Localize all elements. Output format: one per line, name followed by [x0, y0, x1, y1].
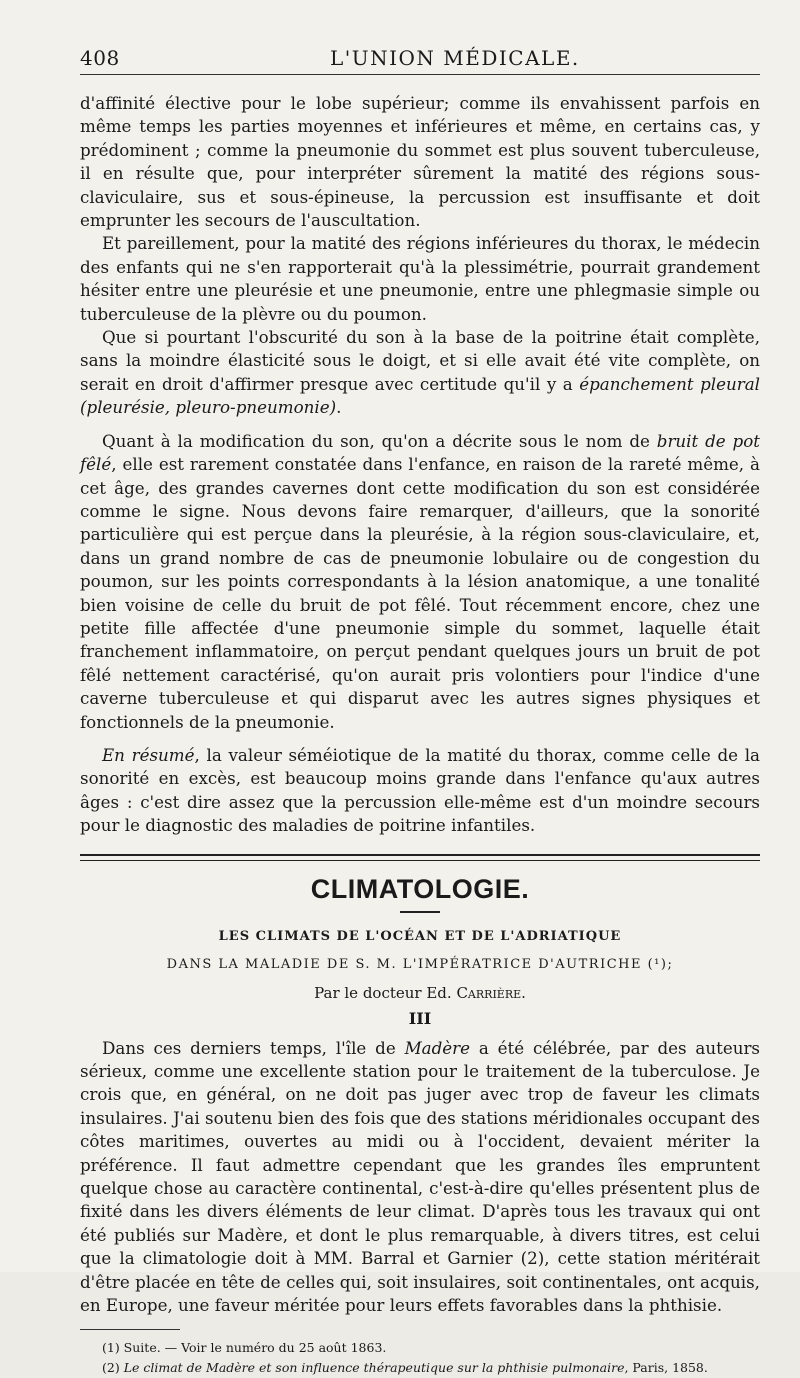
paragraph-5-italic: En résumé: [102, 744, 195, 765]
page-number: 408: [80, 46, 120, 70]
section-divider: [80, 854, 760, 861]
paragraph-1: d'affinité élective pour le lobe supérieur; comme ils envahissent parfois en même temps les parties moyennes et inférieures et même, en certains cas, y prédominent ; comme la pneumonie du sommet est plus souvent tuberculeuse, il en résulte que, pour interpréter sûrement la matité des régions sous-claviculaire, sus et sous-épineuse, la percussion est insuffisante et doit emprunter les secours de l'auscultation.: [80, 93, 760, 231]
paragraph-3-text: Que si pourtant l'obscurité du son à la base de la poitrine était complète, sans la moindre élasticité sous le doigt, et si elle avait été vite complète, on serait en droit d'affirmer presque avec certitude qu'il y a: [80, 327, 760, 394]
footnote-2-suffix: , Paris, 1858.: [624, 1360, 708, 1376]
author-name: Carrière: [456, 983, 522, 1002]
footnote-rule: [80, 1329, 180, 1330]
paragraph-4-italic: bruit de pot fêlé: [80, 430, 760, 475]
article-title: LES CLIMATS DE L'OCÉAN ET DE L'ADRIATIQUE: [218, 928, 622, 944]
page-header: [80, 44, 760, 75]
article-subtitle: DANS LA MALADIE DE S. M. L'IMPÉRATRICE D'AUTRICHE (¹);: [166, 956, 674, 972]
author-prefix: Par le docteur Ed.: [314, 983, 457, 1002]
paragraph-3-italic: épanchement pleural (pleurésie, pleuro-pneumonie): [80, 373, 760, 418]
footnote-2-italic: Le climat de Madère et son influence thérapeutique sur la phthisie pulmonaire: [123, 1360, 625, 1376]
paragraph-4: [80, 430, 760, 734]
footnote-2-prefix: (2): [102, 1360, 124, 1376]
paragraph-3: [80, 326, 760, 420]
article-paragraph-rest: a été célébrée, par des auteurs sérieux, comme une excellente station pour le traitement de la tuberculose. Je crois que, en général, on ne doit pas juger avec trop de faveur les climats insulaires. J'ai soutenu bien des fois que des stations méridionales occupant des côtes maritimes, ouvertes au midi ou à l'occident, devaient mériter la préférence. Il faut admettre cependant que les grandes îles empruntent quelque chose au caractère continental, c'est-à-dire qu'elles présentent plus de fixité dans les divers éléments de leur climat. D'après tous les travaux qui ont été publiés sur Madère, et dont le plus remarquable, à divers titres, est celui que la climatologie doit à MM. Barral et Garnier (2), cette station méritérait d'être placée en tête de celles qui, soit insulaires, soit continentales, ont acquis, en Europe, une faveur méritée pour leurs effets favorables dans la phthisie.: [80, 1037, 760, 1316]
body-text: [80, 92, 760, 1378]
paragraph-4-text: Quant à la modification du son, qu'on a décrite sous le nom de: [102, 430, 657, 451]
article-part-number: III: [408, 1008, 432, 1028]
running-title: L'UNION MÉDICALE.: [330, 46, 580, 70]
footnotes: [80, 1338, 760, 1378]
section-title: CLIMATOLOGIE.: [310, 873, 530, 904]
paragraph-5-rest: , la valeur séméiotique de la matité du thorax, comme celle de la sonorité en excès, est beaucoup moins grande dans l'enfance qu'aux autres âges : c'est dire assez que la percussion elle-même est d'un moindre secours pour le diagnostic des maladies de poitrine infantiles.: [80, 744, 760, 836]
footnote-1: (1) Suite. — Voir le numéro du 25 août 1863.: [102, 1340, 387, 1356]
paragraph-2: Et pareillement, pour la matité des régions inférieures du thorax, le médecin des enfants qui ne s'en rapporterait qu'à la plessimétrie, pourrait grandement hésiter entre une pleurésie et une pneumonie, entre une phlegmasie simple ou tuberculeuse de la plèvre ou du poumon.: [80, 233, 760, 324]
title-rule: [400, 911, 440, 913]
paragraph-5: [80, 744, 760, 838]
article-paragraph-text: Dans ces derniers temps, l'île de: [102, 1037, 405, 1058]
footnote-2: [80, 1358, 760, 1378]
paragraph-4-rest: , elle est rarement constatée dans l'enfance, en raison de la rareté même, à cet âge, des grandes cavernes dont cette modification du son est considérée comme le signe. Nous devons faire remarquer, d'ailleurs, que la sonorité particulière qui est perçue dans la pleurésie, à la région sous-claviculaire, et, dans un grand nombre de cas de pneumonie lobulaire ou de congestion du poumon, sur les points correspondants à la lésion anatomique, a une tonalité bien voisine de celle du bruit de pot fêlé. Tout récemment encore, chez une petite fille affectée d'une pneumonie simple du sommet, laquelle était franchement inflammatoire, on perçut pendant quelques jours un bruit de pot fêlé nettement caractérisé, qu'on aurait pris volontiers pour l'indice d'une caverne tuberculeuse et qui disparut avec les autres signes physiques et fonctionnels de la pneumonie.: [80, 454, 760, 732]
article-paragraph-1: [80, 1037, 760, 1318]
article-author: [80, 983, 760, 1003]
article-paragraph-italic: Madère: [404, 1037, 471, 1058]
author-suffix: .: [521, 983, 526, 1002]
paragraph-3-end: .: [336, 397, 342, 418]
